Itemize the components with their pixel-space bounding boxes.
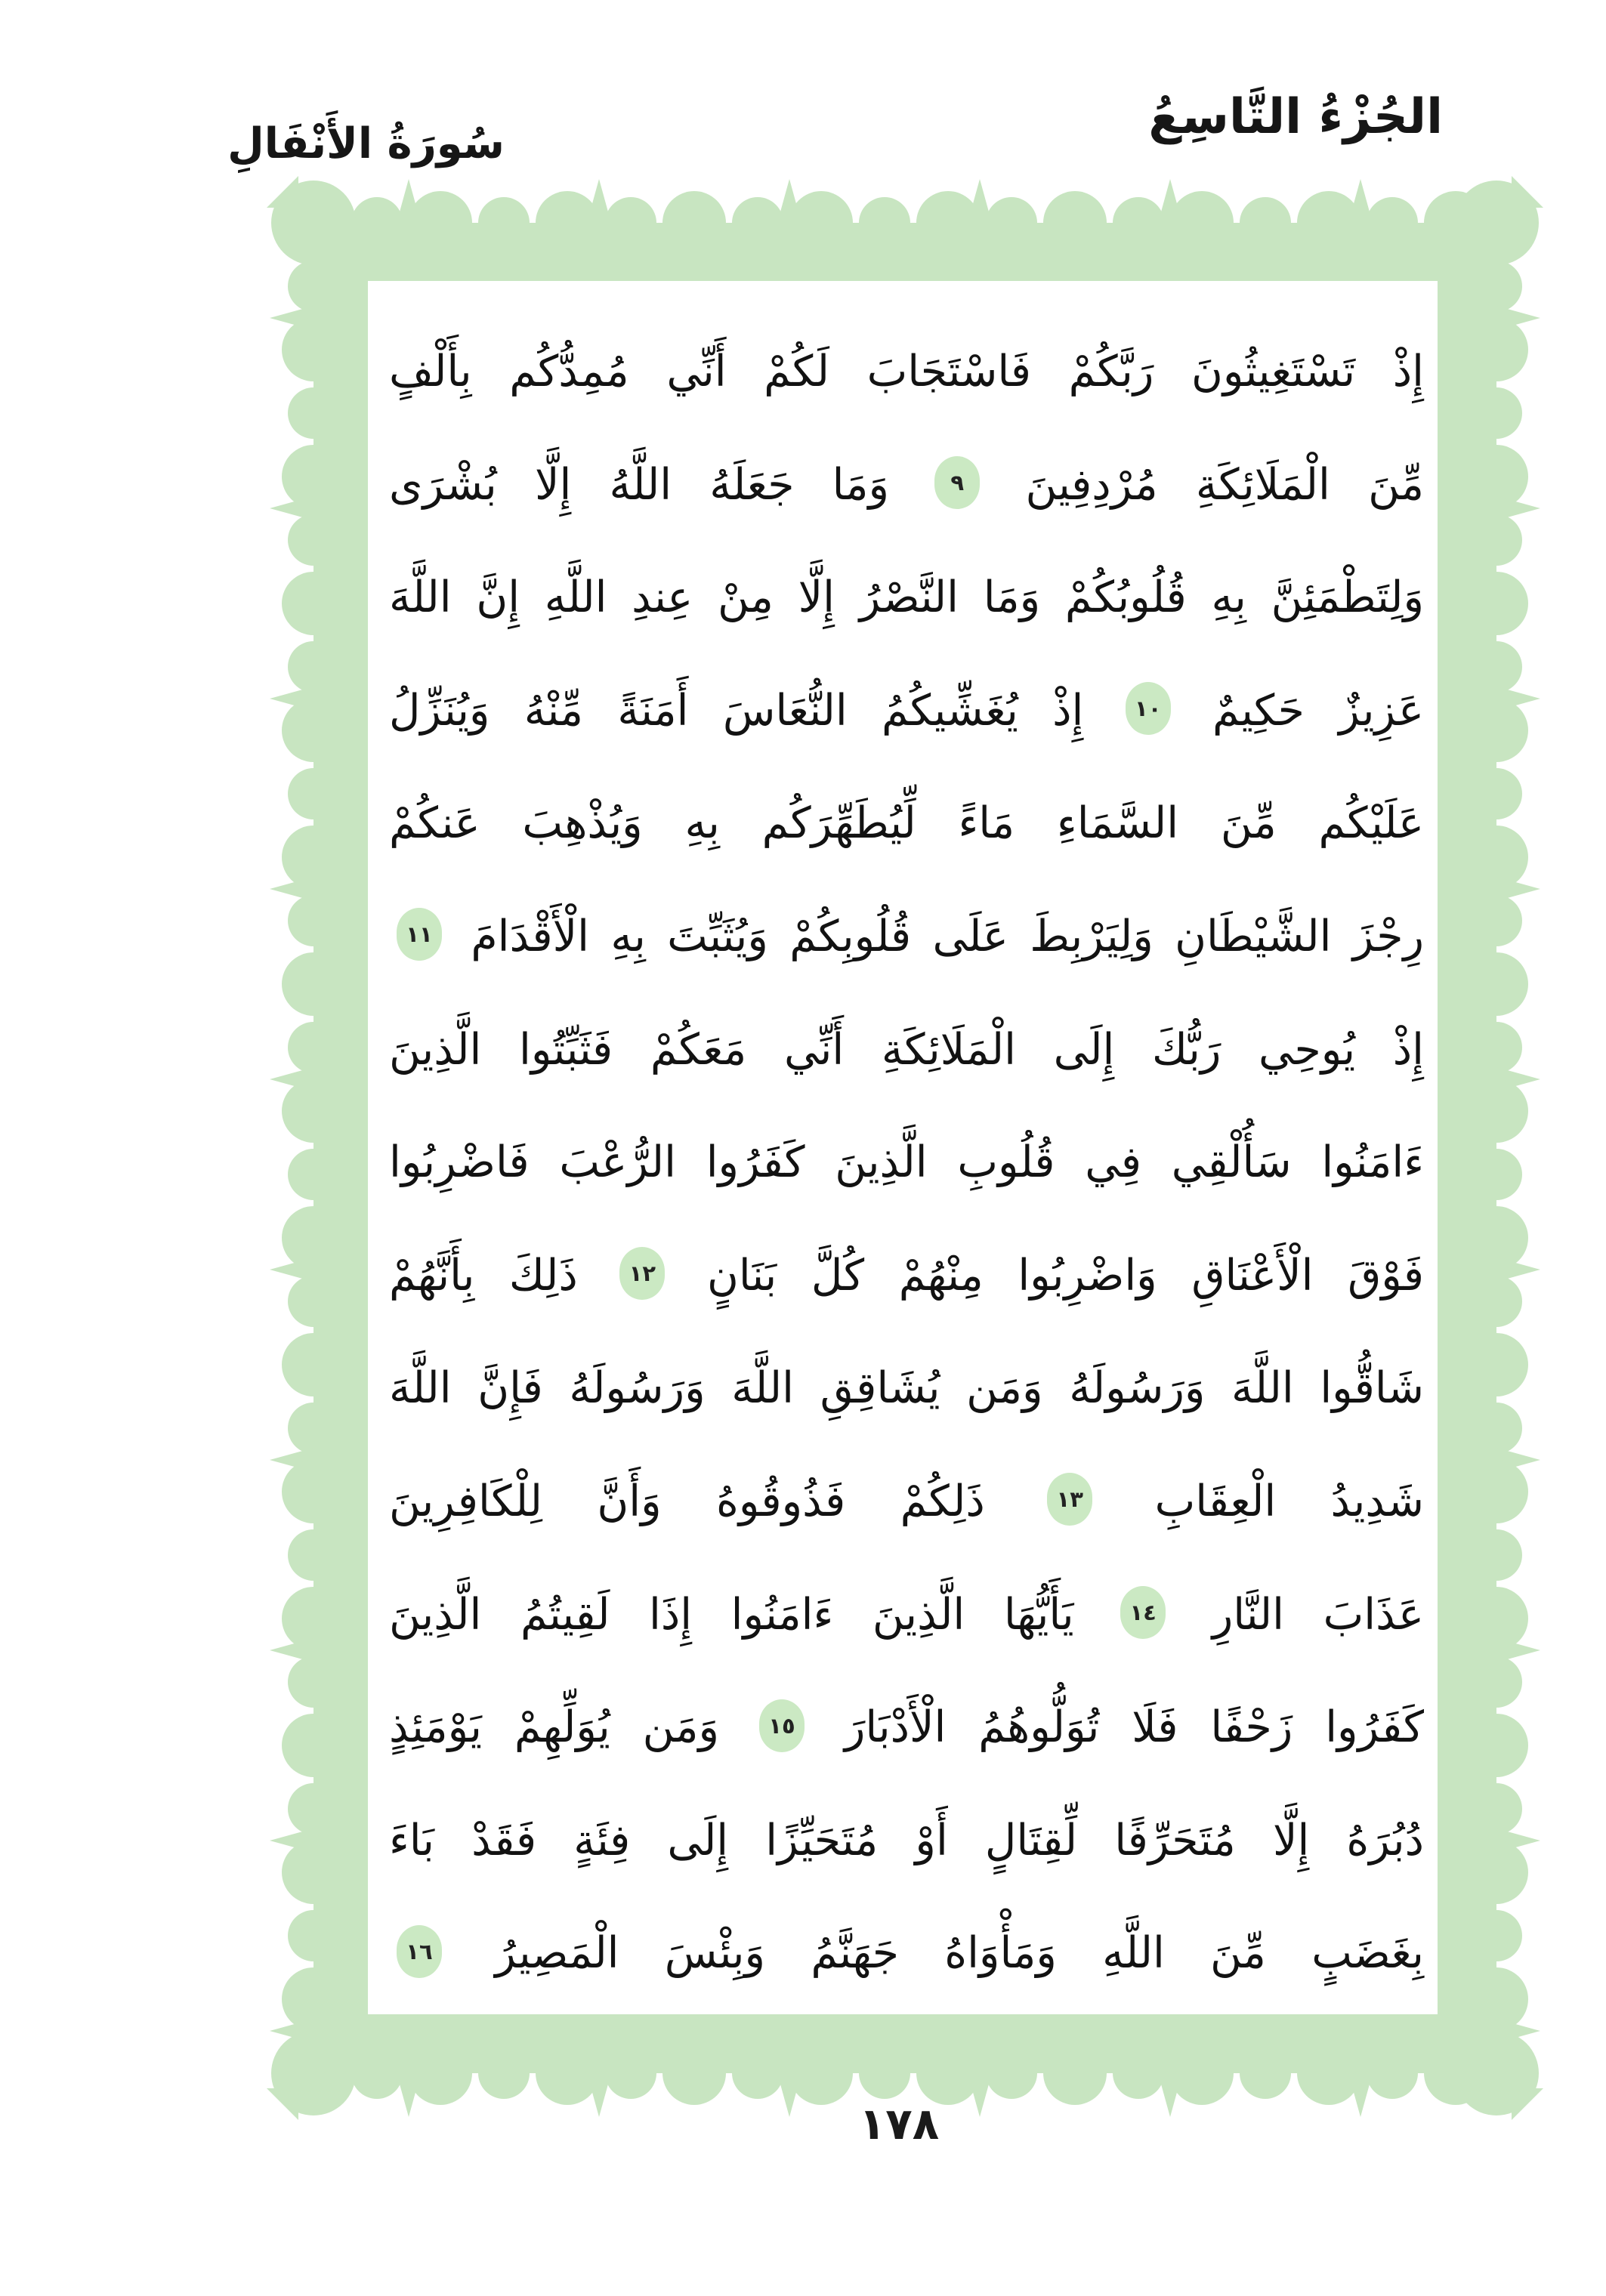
verse-end-marker: ١٢ — [619, 1247, 665, 1300]
mushaf-line — [389, 429, 1424, 542]
ayah-text: عَزِيزٌ حَكِيمٌ — [1212, 685, 1424, 736]
mushaf-line — [389, 1559, 1424, 1672]
mushaf-line — [389, 655, 1424, 768]
verse-end-marker: ١٤ — [1120, 1586, 1166, 1639]
ayah-text: إِذْ يُوحِي رَبُّكَ إِلَى الْمَلَائِكَةِ أَنِّي مَعَكُمْ فَثَبِّتُوا الَّذِينَ — [389, 1024, 1424, 1075]
ayah-text: دُبُرَهُ إِلَّا مُتَحَرِّفًا لِّقِتَالٍ أَوْ مُتَحَيِّزًا إِلَى فِئَةٍ فَقَدْ بَاءَ — [389, 1815, 1424, 1866]
quran-text-area — [389, 316, 1424, 2011]
ayah-text: كَفَرُوا زَحْفًا فَلَا تُوَلُّوهُمُ الْأَدْبَارَ — [844, 1702, 1424, 1753]
ayah-text: شَدِيدُ الْعِقَابِ — [1154, 1476, 1424, 1526]
mushaf-line — [389, 1220, 1424, 1333]
mushaf-line — [389, 1671, 1424, 1785]
mushaf-line — [389, 1897, 1424, 2011]
mushaf-line — [389, 1106, 1424, 1220]
page-number: ١٧٨ — [858, 2098, 940, 2149]
mushaf-line — [389, 767, 1424, 881]
juz-header: الجُزْءُ التَّاسِعُ — [1148, 89, 1443, 145]
mushaf-line — [389, 542, 1424, 655]
verse-end-marker: ١٣ — [1047, 1473, 1092, 1526]
ayah-text: مِّنَ الْمَلَائِكَةِ مُرْدِفِينَ — [1025, 459, 1424, 510]
ayah-text: ذَلِكُمْ فَذُوقُوهُ وَأَنَّ لِلْكَافِرِينَ — [389, 1476, 985, 1526]
mushaf-line — [389, 881, 1424, 994]
ayah-text: فَوْقَ الْأَعْنَاقِ وَاضْرِبُوا مِنْهُمْ كُلَّ بَنَانٍ — [706, 1250, 1425, 1301]
ayah-text: إِذْ تَسْتَغِيثُونَ رَبَّكُمْ فَاسْتَجَابَ لَكُمْ أَنِّي مُمِدُّكُم بِأَلْفٍ — [389, 347, 1424, 397]
mushaf-line — [389, 1785, 1424, 1898]
ayah-text: عَلَيْكُم مِّنَ السَّمَاءِ مَاءً لِّيُطَهِّرَكُم بِهِ وَيُذْهِبَ عَنكُمْ — [389, 798, 1424, 849]
mushaf-line — [389, 316, 1424, 429]
verse-end-marker: ١٦ — [397, 1925, 442, 1978]
ayah-text: بِغَضَبٍ مِّنَ اللَّهِ وَمَأْوَاهُ جَهَنَّمُ وَبِئْسَ الْمَصِيرُ — [495, 1928, 1424, 1979]
verse-end-marker: ١٠ — [1126, 682, 1171, 735]
ayah-text: ذَلِكَ بِأَنَّهُمْ — [389, 1250, 578, 1301]
mushaf-line — [389, 994, 1424, 1107]
mushaf-line — [389, 1446, 1424, 1559]
ayah-text: رِجْزَ الشَّيْطَانِ وَلِيَرْبِطَ عَلَى قُلُوبِكُمْ وَيُثَبِّتَ بِهِ الْأَقْدَامَ — [471, 911, 1424, 961]
ayah-text: وَلِتَطْمَئِنَّ بِهِ قُلُوبُكُمْ وَمَا النَّصْرُ إِلَّا مِنْ عِندِ اللَّهِ إِنَّ اللَّهَ — [389, 572, 1424, 623]
verse-end-marker: ١١ — [397, 908, 442, 961]
ayah-text: شَاقُّوا اللَّهَ وَرَسُولَهُ وَمَن يُشَاقِقِ اللَّهَ وَرَسُولَهُ فَإِنَّ اللَّهَ — [389, 1363, 1424, 1414]
ayah-text: يَأَيُّهَا الَّذِينَ ءَامَنُوا إِذَا لَقِيتُمُ الَّذِينَ — [389, 1589, 1074, 1640]
ayah-text: عَذَابَ النَّارِ — [1212, 1589, 1425, 1640]
verse-end-marker: ١٥ — [759, 1699, 805, 1752]
ayah-text: إِذْ يُغَشِّيكُمُ النُّعَاسَ أَمَنَةً مِّنْهُ وَيُنَزِّلُ — [389, 685, 1084, 736]
mushaf-line — [389, 1332, 1424, 1446]
verse-end-marker: ٩ — [934, 456, 980, 509]
ayah-text: وَمَا جَعَلَهُ اللَّهُ إِلَّا بُشْرَى — [389, 459, 890, 510]
ayah-text: ءَامَنُوا سَأُلْقِي فِي قُلُوبِ الَّذِينَ كَفَرُوا الرُّعْبَ فَاضْرِبُوا — [389, 1137, 1424, 1188]
surah-header: سُورَةُ الأَنْفَالِ — [227, 119, 505, 168]
ayah-text: وَمَن يُوَلِّهِمْ يَوْمَئِذٍ — [389, 1702, 720, 1753]
